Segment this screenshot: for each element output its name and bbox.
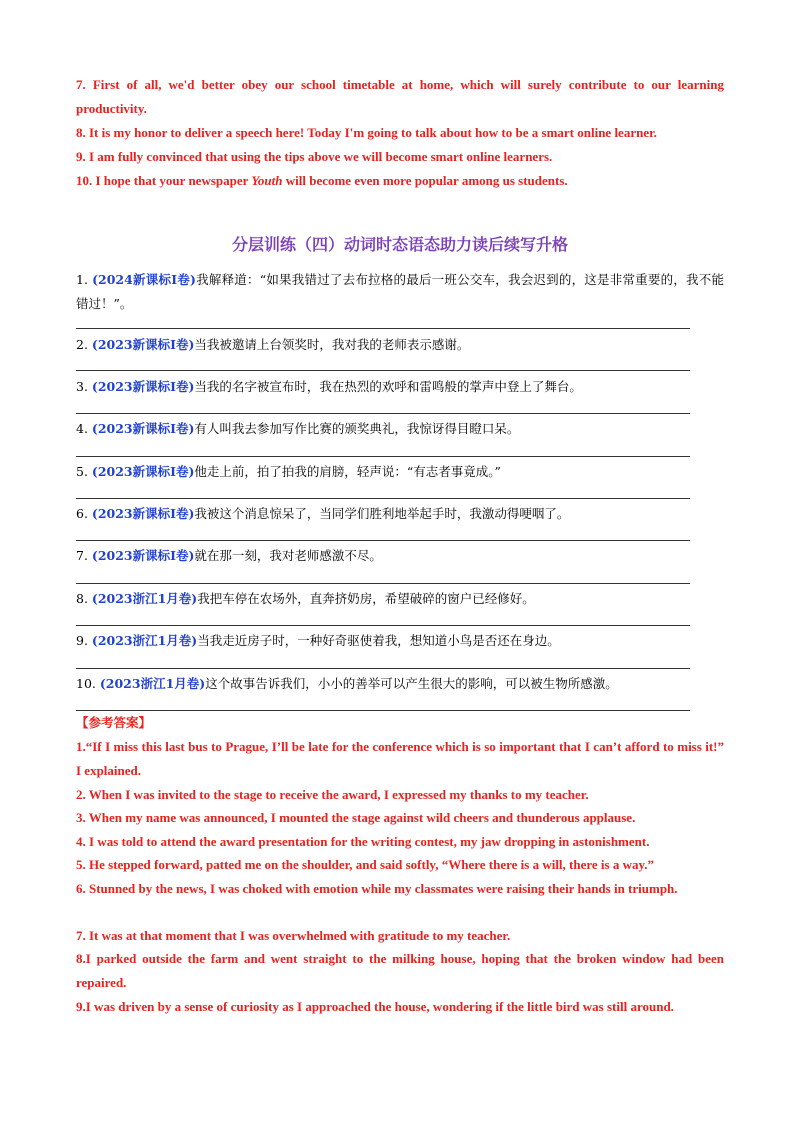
question-9 (76, 629, 724, 653)
question-1 (76, 268, 724, 316)
top-answer-7: 7. First of all, we'd better obey our school timetable at home, which will surely contribute to our learning productivity. (76, 77, 724, 116)
question-text: 就在那一刻，我对老师感激不尽。 (194, 548, 382, 563)
question-number: 5. (76, 464, 92, 479)
question-source: (2023浙江1月卷) (91, 591, 198, 606)
question-source: (2023新课标I卷) (91, 421, 195, 436)
question-10 (76, 672, 724, 696)
answer-line-4[interactable] (76, 456, 690, 457)
question-source: (2023新课标I卷) (91, 506, 195, 521)
answer-line-8[interactable] (76, 625, 690, 626)
question-5 (76, 460, 724, 484)
answer-3: 3. When my name was announced, I mounted the stage against wild cheers and thunderous applause. (76, 810, 636, 825)
question-source: (2023新课标I卷) (91, 464, 195, 479)
top-answer-10-before: 10. I hope that your newspaper (76, 173, 252, 188)
answer-7: 7. It was at that moment that I was overwhelmed with gratitude to my teacher. (76, 928, 511, 943)
answer-line-3[interactable] (76, 413, 690, 414)
answer-line-6[interactable] (76, 540, 690, 541)
answer-line-9[interactable] (76, 668, 690, 669)
question-number: 6. (76, 506, 92, 521)
question-source: (2023新课标I卷) (91, 379, 195, 394)
question-source: (2023新课标I卷) (91, 548, 195, 563)
question-number: 7. (76, 548, 92, 563)
answer-line-7[interactable] (76, 583, 690, 584)
answer-2: 2. When I was invited to the stage to receive the award, I expressed my thanks to my teacher. (76, 787, 589, 802)
question-text: 当我走近房子时，一种好奇驱使着我，想知道小鸟是否还在身边。 (197, 633, 560, 648)
question-number: 10. (76, 676, 100, 691)
question-2 (76, 333, 724, 357)
answer-line-2[interactable] (76, 370, 690, 371)
top-answer-10-italic: Youth (251, 173, 283, 188)
question-text: 这个故事告诉我们，小小的善举可以产生很大的影响，可以被生物所感激。 (205, 676, 618, 691)
question-8 (76, 587, 724, 611)
question-4 (76, 417, 724, 441)
section-title: 分层训练（四）动词时态语态助力读后续写升格 (231, 235, 568, 254)
answer-5: 5. He stepped forward, patted me on the shoulder, and said softly, “Where there is a will, there is a way.” (76, 857, 655, 872)
answer-6: 6. Stunned by the news, I was choked with emotion while my classmates were raising their hands in triumph. (76, 881, 678, 896)
question-text: 我解释道：“如果我错过了去布拉格的最后一班公交车，我会迟到的，这是非常重要的，我不能错过！”。 (76, 272, 724, 311)
answer-line-1[interactable] (76, 328, 690, 329)
question-6 (76, 502, 724, 526)
question-text: 有人叫我去参加写作比赛的颁奖典礼，我惊讶得目瞪口呆。 (194, 421, 520, 436)
top-answer-10 (76, 169, 724, 193)
answer-9: 9.I was driven by a sense of curiosity as I approached the house, wondering if the little bird was still around. (76, 999, 674, 1014)
top-answer-9: 9. I am fully convinced that using the tips above we will become smart online learners. (76, 149, 553, 164)
answer-line-5[interactable] (76, 498, 690, 499)
question-number: 1. (76, 272, 93, 287)
question-7 (76, 544, 724, 568)
question-source: (2023新课标I卷) (91, 337, 195, 352)
question-number: 3. (76, 379, 92, 394)
question-text: 他走上前，拍了拍我的肩膀，轻声说：“有志者事竟成。” (194, 464, 501, 479)
question-number: 4. (76, 421, 92, 436)
answer-1: 1.“If I miss this last bus to Prague, I’ll be late for the conference which is so important that I can’t afford to miss it!” I explained. (76, 739, 724, 778)
answer-4: 4. I was told to attend the award presentation for the writing contest, my jaw dropping in astonishment. (76, 834, 650, 849)
answer-8: 8.I parked outside the farm and went straight to the milking house, hoping that the broken window had been repaired. (76, 951, 724, 990)
question-source: (2023浙江1月卷) (99, 676, 206, 691)
question-number: 9. (76, 633, 92, 648)
top-answer-8: 8. It is my honor to deliver a speech here! Today I'm going to talk about how to be a smart online learner. (76, 125, 657, 140)
question-source: (2024新课标I卷) (92, 272, 196, 287)
question-number: 8. (76, 591, 92, 606)
question-3 (76, 375, 724, 399)
question-text: 当我被邀请上台领奖时，我对我的老师表示感谢。 (194, 337, 470, 352)
question-text: 我被这个消息惊呆了，当同学们胜利地举起手时，我激动得哽咽了。 (194, 506, 570, 521)
answer-heading: 【参考答案】 (76, 715, 152, 730)
question-number: 2. (76, 337, 92, 352)
question-source: (2023浙江1月卷) (91, 633, 198, 648)
question-text: 我把车停在农场外，直奔挤奶房，希望破碎的窗户已经修好。 (197, 591, 535, 606)
top-answer-10-after: will become even more popular among us students. (282, 173, 568, 188)
question-text: 当我的名字被宣布时，我在热烈的欢呼和雷鸣般的掌声中登上了舞台。 (194, 379, 582, 394)
